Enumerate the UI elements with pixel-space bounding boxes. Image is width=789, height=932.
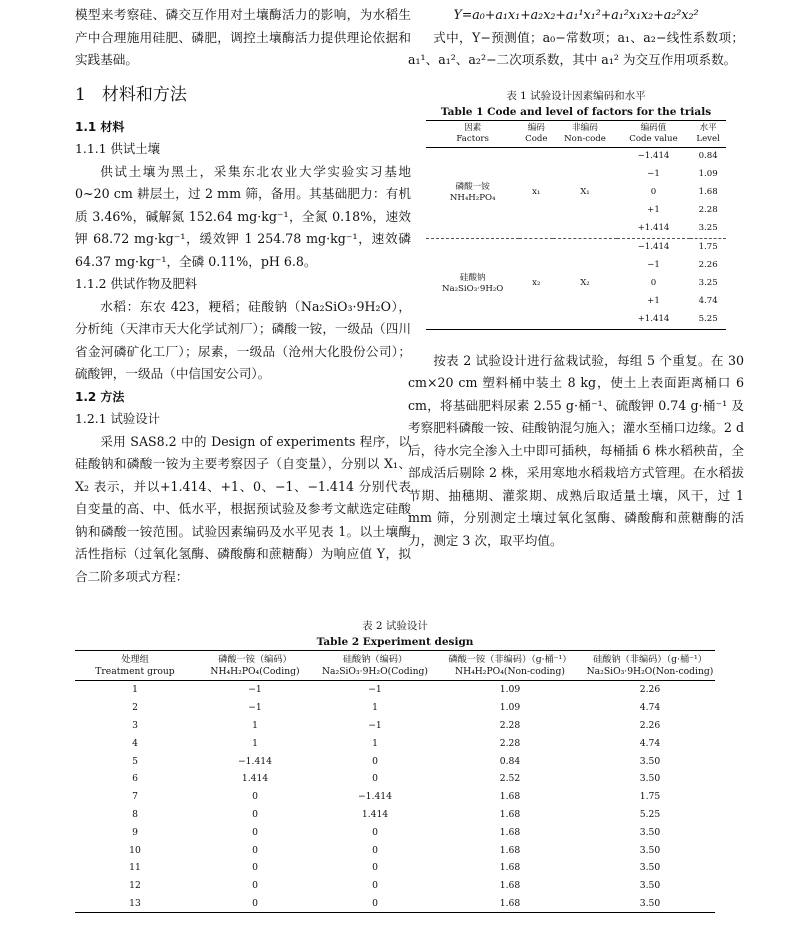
table2-cell: 1.68 — [499, 880, 521, 892]
table2-cell: 3.50 — [639, 897, 661, 909]
table2-cell: 1 — [132, 684, 138, 696]
table2-cell: 2.26 — [639, 684, 661, 696]
table2 — [75, 650, 715, 913]
table2-cell: 0 — [372, 844, 378, 856]
table2-header-cell: 硅酸钠（编码） Na₂SiO₃·9H₂O(Coding) — [322, 654, 428, 677]
table1 — [426, 120, 726, 330]
table2-cell: 0 — [372, 880, 378, 892]
table2-cell: 0 — [252, 844, 258, 856]
table2-cell: −1.414 — [357, 791, 392, 803]
table2-cell: 1.414 — [241, 773, 269, 785]
subsubsection-heading-crop: 1.1.2 供试作物及肥料 — [75, 276, 198, 291]
table1-header-row — [426, 120, 726, 147]
table1-header-cell: 非编码 Non-code — [564, 122, 606, 144]
left-column — [75, 4, 411, 588]
table2-cell: 3.50 — [639, 755, 661, 767]
table2-cell: 8 — [132, 808, 138, 820]
table2-cell: 2 — [132, 702, 138, 714]
table-row: +1.414 5.25 — [426, 311, 726, 330]
table2-cell: 2.52 — [499, 773, 521, 785]
table2-cell: 5.25 — [639, 808, 661, 820]
table2-cell: −1.414 — [237, 755, 272, 767]
table2-cell: 2.28 — [499, 719, 521, 731]
section-heading — [75, 82, 411, 108]
table2-cell: 1.414 — [361, 808, 389, 820]
table2-cell: 1.68 — [499, 844, 521, 856]
table1-factor-cell: 硅酸钠 Na₂SiO₃·9H₂O — [441, 272, 504, 294]
regression-formula: Y=a₀+a₁x₁+a₂x₂+a₁¹x₁²+a₁²x₁x₂+a₂²x₂² — [453, 7, 699, 22]
table2-cell: 3.50 — [639, 826, 661, 838]
table1-header-cell: 因素 Factors — [456, 122, 489, 144]
table-row — [75, 841, 715, 859]
design-paragraph: 采用 SAS8.2 中的 Design of experiments 程序，以硅酸钠和磷酸一铵为主要考察因子（自变量），分别以 X₁、X₂ 表示，并以+1.414、+1、0、−1、−1.414 分别代表自变量的高、中、低水平，根据预试验及参考文献选定硅酸钠和磷酸一铵范围。试验因素编码及水平见表 1。以土壤酶活性指标（过氧化氢酶、磷酸酶和蔗糖酶）为响应值 Y，拟合二阶多项式方程： — [75, 433, 411, 584]
table2-cell: 11 — [129, 862, 141, 874]
table1-code-cell: x₂ — [532, 278, 541, 288]
table2-header-cell: 磷酸一铵（编码） NH₄H₂PO₄(Coding) — [210, 654, 300, 677]
table2-cell: 1 — [372, 737, 378, 749]
table2-cell: 0 — [252, 791, 258, 803]
table2-cell: −1 — [368, 719, 382, 731]
table2-cell: −1 — [248, 702, 262, 714]
table-row: +1.414 3.25 — [637, 223, 718, 233]
table2-cell: 0 — [252, 897, 258, 909]
table2-cell: 1 — [372, 702, 378, 714]
table2-cell: 0 — [252, 826, 258, 838]
table-row — [75, 734, 715, 752]
table1-caption-cn: 表 1 试验设计因素编码和水平 — [506, 89, 646, 102]
table2-cell: 12 — [129, 880, 141, 892]
table2-cell: 1 — [252, 719, 258, 731]
table2-cell: 0 — [372, 897, 378, 909]
soil-paragraph: 供试土壤为黑土，采集东北农业大学实验实习基地 0~20 cm 耕层土，过 2 mm 筛，备用。其基础肥力：有机质 3.46%，碱解氮 152.64 mg·kg⁻¹，全氮 0.18%，速效钾 68.72 mg·kg⁻¹，缓效钾 1 254.78 mg·kg⁻¹，速效磷 64.37 mg·kg⁻¹，全磷 0.11%，pH 6.8。 — [75, 163, 411, 269]
table-row — [75, 788, 715, 806]
table2-cell: 0.84 — [499, 755, 521, 767]
table-row: −1 2.26 — [647, 260, 718, 270]
table2-cell: 13 — [129, 897, 141, 909]
table2-cell: 0 — [372, 755, 378, 767]
table2-cell: 3.50 — [639, 844, 661, 856]
table2-cell: 3 — [132, 719, 138, 731]
table2-cell: 1.68 — [499, 826, 521, 838]
table2-cell: 1.68 — [499, 791, 521, 803]
table2-block — [75, 618, 715, 913]
table2-cell: 2.26 — [639, 719, 661, 731]
table2-cell: 4 — [132, 737, 138, 749]
table-row: 磷酸一铵 NH₄H₂PO₄ x₁ X₁ −1.414 0.84 — [426, 147, 726, 166]
table1-noncode-cell: X₁ — [580, 187, 590, 197]
right-column — [408, 4, 744, 552]
pot-experiment-paragraph: 按表 2 试验设计进行盆栽试验，每组 5 个重复。在 30 cm×20 cm 塑料桶中装土 8 kg，使土上表面距离桶口 6 cm，将基础肥料尿素 2.55 g·桶⁻¹、硫酸钾 0.74 g·桶⁻¹ 及考察肥料磷酸一铵、硅酸钠混匀施入；灌水至桶口边缘。2 d 后，待水完全渗入土中即可插秧，每桶插 6 株水稻秧苗，全部成活后剔除 2 株，采用寒地水稻栽培方式管理。在水稻拔节期、抽穗期、灌浆期、成熟后取适量土壤，风干，过 1 mm 筛，分别测定土壤过氧化氢酶、磷酸酶和蔗糖酶的活力，测定 3 次，取平均值。 — [408, 352, 744, 548]
section-number: 1 — [75, 84, 86, 105]
table2-header-row — [75, 651, 715, 681]
subsection-heading-methods: 1.2 方法 — [75, 389, 125, 404]
table2-header-cell: 磷酸一铵（非编码）（g·桶⁻¹） NH₄H₂PO₄(Non-coding) — [448, 654, 572, 677]
table2-cell: 2.28 — [499, 737, 521, 749]
formula-explanation: 式中，Y−预测值；a₀−常数项；a₁、a₂−线性系数项；a₁¹、a₁²、a₂²−二次项系数，其中 a₁² 为交互作用项系数。 — [408, 29, 744, 67]
table-row — [75, 877, 715, 895]
table2-cell: −1 — [248, 684, 262, 696]
table2-header-cell: 硅酸钠（非编码）（g·桶⁻¹） Na₂SiO₃·9H₂O(Non-coding) — [586, 654, 714, 677]
table2-cell: 3.50 — [639, 880, 661, 892]
table2-cell: 1.09 — [499, 702, 521, 714]
table2-cell: 1.68 — [499, 862, 521, 874]
table-row — [75, 859, 715, 877]
table-row — [75, 681, 715, 699]
table2-cell: 0 — [372, 826, 378, 838]
subsubsection-heading-soil: 1.1.1 供试土壤 — [75, 141, 161, 156]
table-row — [75, 770, 715, 788]
table2-cell: 10 — [129, 844, 141, 856]
table-row — [75, 895, 715, 913]
subsection-heading-materials: 1.1 材料 — [75, 119, 125, 134]
table-row — [75, 806, 715, 824]
intro-paragraph: 模型来考察硅、磷交互作用对土壤酶活力的影响，为水稻生产中合理施用硅肥、磷肥，调控土壤酶活力提供理论依据和实践基础。 — [75, 7, 411, 67]
table-row — [75, 717, 715, 735]
table2-cell: 6 — [132, 773, 138, 785]
table2-cell: 7 — [132, 791, 138, 803]
table2-cell: 1.68 — [499, 897, 521, 909]
table-row: 硅酸钠 Na₂SiO₃·9H₂O x₂ X₂ −1.414 1.75 — [426, 238, 726, 257]
table2-cell: 1.09 — [499, 684, 521, 696]
table2-cell: −1 — [368, 684, 382, 696]
table2-caption-cn: 表 2 试验设计 — [362, 620, 428, 632]
table2-cell: 1.75 — [639, 791, 661, 803]
table-row: +1 2.28 — [647, 205, 718, 215]
crop-paragraph: 水稻：东农 423，粳稻；硅酸钠（Na₂SiO₃·9H₂O），分析纯（天津市天大化学试剂厂）；磷酸一铵，一级品（四川省金河磷矿化工厂）；尿素，一级品（沧州大化股份公司）；硫酸钾，一级品（中信国安公司）。 — [75, 298, 411, 381]
table1-header-cell: 水平 Level — [696, 122, 720, 144]
table2-cell: 5 — [132, 755, 138, 767]
table2-cell: 0 — [372, 773, 378, 785]
section-title: 材料和方法 — [101, 84, 187, 105]
table1-caption-en: Table 1 Code and level of factors for the trials — [440, 105, 712, 118]
subsubsection-heading-design: 1.2.1 试验设计 — [75, 411, 161, 426]
table-row: +1 4.74 — [647, 296, 718, 306]
table2-cell: 0 — [252, 808, 258, 820]
table1-noncode-cell: X₂ — [580, 278, 590, 288]
table2-body — [75, 681, 715, 913]
table1-factor-cell: 磷酸一铵 NH₄H₂PO₄ — [449, 181, 496, 203]
table2-header-cell: 处理组 Treatment group — [95, 654, 175, 677]
table-row: −1 1.09 — [647, 169, 718, 179]
table2-cell: 0 — [252, 862, 258, 874]
table2-cell: 1.68 — [499, 808, 521, 820]
table2-cell: 9 — [132, 826, 138, 838]
table2-cell: 1 — [252, 737, 258, 749]
table2-cell: 3.50 — [639, 862, 661, 874]
table-row — [75, 823, 715, 841]
table-row — [75, 699, 715, 717]
table2-cell: 0 — [372, 862, 378, 874]
table-row: 0 3.25 — [650, 278, 718, 288]
table2-cell: 3.50 — [639, 773, 661, 785]
table2-cell: 0 — [252, 880, 258, 892]
table2-cell: 4.74 — [639, 702, 661, 714]
table1-header-cell: 编码值 Code value — [629, 122, 678, 144]
table1-code-cell: x₁ — [532, 187, 541, 197]
table2-caption-en: Table 2 Experiment design — [316, 636, 474, 648]
table2-cell: 4.74 — [639, 737, 661, 749]
table-row — [75, 752, 715, 770]
table-row: 0 1.68 — [650, 187, 718, 197]
table1-header-cell: 编码 Code — [525, 122, 548, 144]
